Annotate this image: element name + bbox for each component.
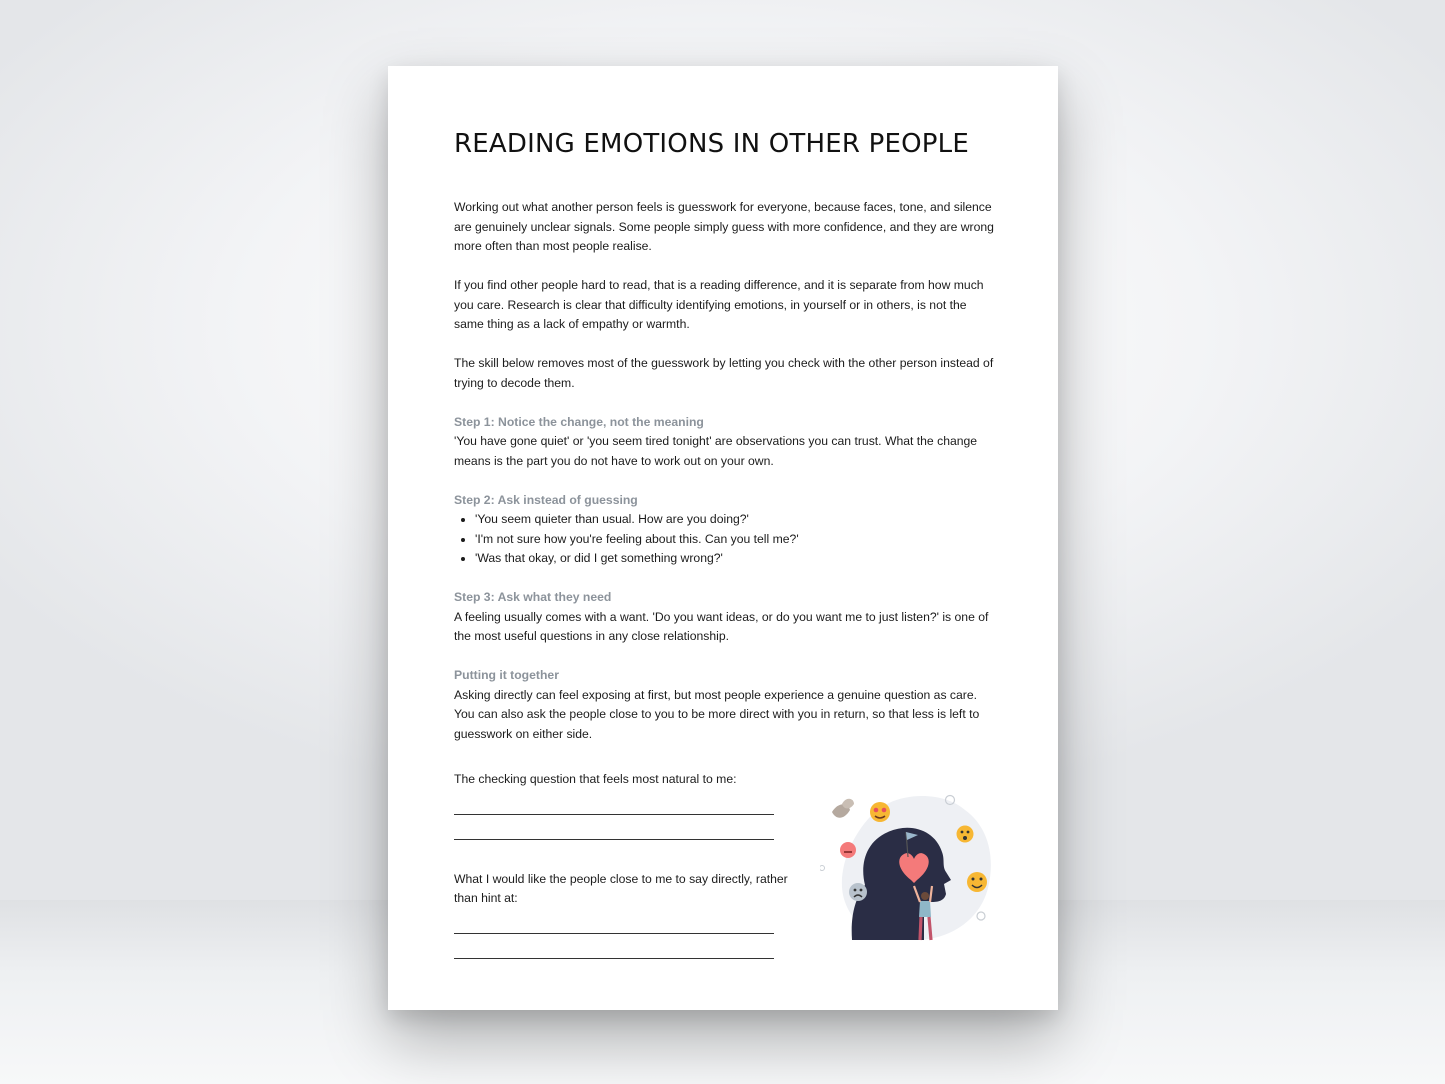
step2-heading: Step 2: Ask instead of guessing [454, 492, 638, 507]
step3-heading: Step 3: Ask what they need [454, 590, 612, 604]
page-title: READING EMOTIONS IN OTHER PEOPLE [454, 129, 969, 159]
prompt-direct-wish: What I would like the people close to me to say directly, rather than hint at: [454, 871, 788, 905]
answer-line-4[interactable] [454, 934, 774, 959]
list-item: • 'I'm not sure how you're feeling about this. Can you tell me?' [475, 530, 999, 550]
answer-line-2[interactable] [454, 815, 774, 840]
head-silhouette-with-heart-and-emoji-icon [820, 790, 1000, 950]
worksheet-page [388, 66, 1058, 1010]
list-item: • 'You seem quieter than usual. How are you doing?' [475, 510, 999, 530]
step3-body: A feeling usually comes with a want. 'Do you want ideas, or do you want me to just listen?' is one of the most useful questions in any close relationship. [454, 609, 989, 643]
intro-paragraph-3: The skill below removes most of the guesswork by letting you check with the other person instead of trying to decode them. [454, 356, 994, 390]
together-body: Asking directly can feel exposing at first, but most people experience a genuine question as care. You can also ask the people close to you to be more direct with you in return, so that less is left to guesswork on either side. [454, 687, 980, 741]
step2-question-list [454, 510, 999, 569]
answer-line-3[interactable] [454, 909, 774, 934]
intro-paragraph-1: Working out what another person feels is guesswork for everyone, because faces, tone, and silence are genuinely unclear signals. Some people simply guess with more confidence, and they are wrong more often than most people realise. [454, 200, 994, 253]
together-heading: Putting it together [454, 668, 559, 682]
step1-body: 'You have gone quiet' or 'you seem tired tonight' are observations you can trust. What the change means is the part you do not have to work out on your own. [454, 434, 978, 468]
prompt-checking-question: The checking question that feels most natural to me: [454, 772, 737, 786]
answer-line-1[interactable] [454, 790, 774, 815]
list-item: • 'Was that okay, or did I get something wrong?' [475, 549, 999, 569]
step1-heading: Step 1: Notice the change, not the meaning [454, 414, 704, 429]
intro-paragraph-2: If you find other people hard to read, that is a reading difference, and it is separate from how much you care. Research is clear that difficulty identifying emotions, in yourself or in others, is not the same thing as a lack of empathy or warmth. [454, 278, 984, 331]
